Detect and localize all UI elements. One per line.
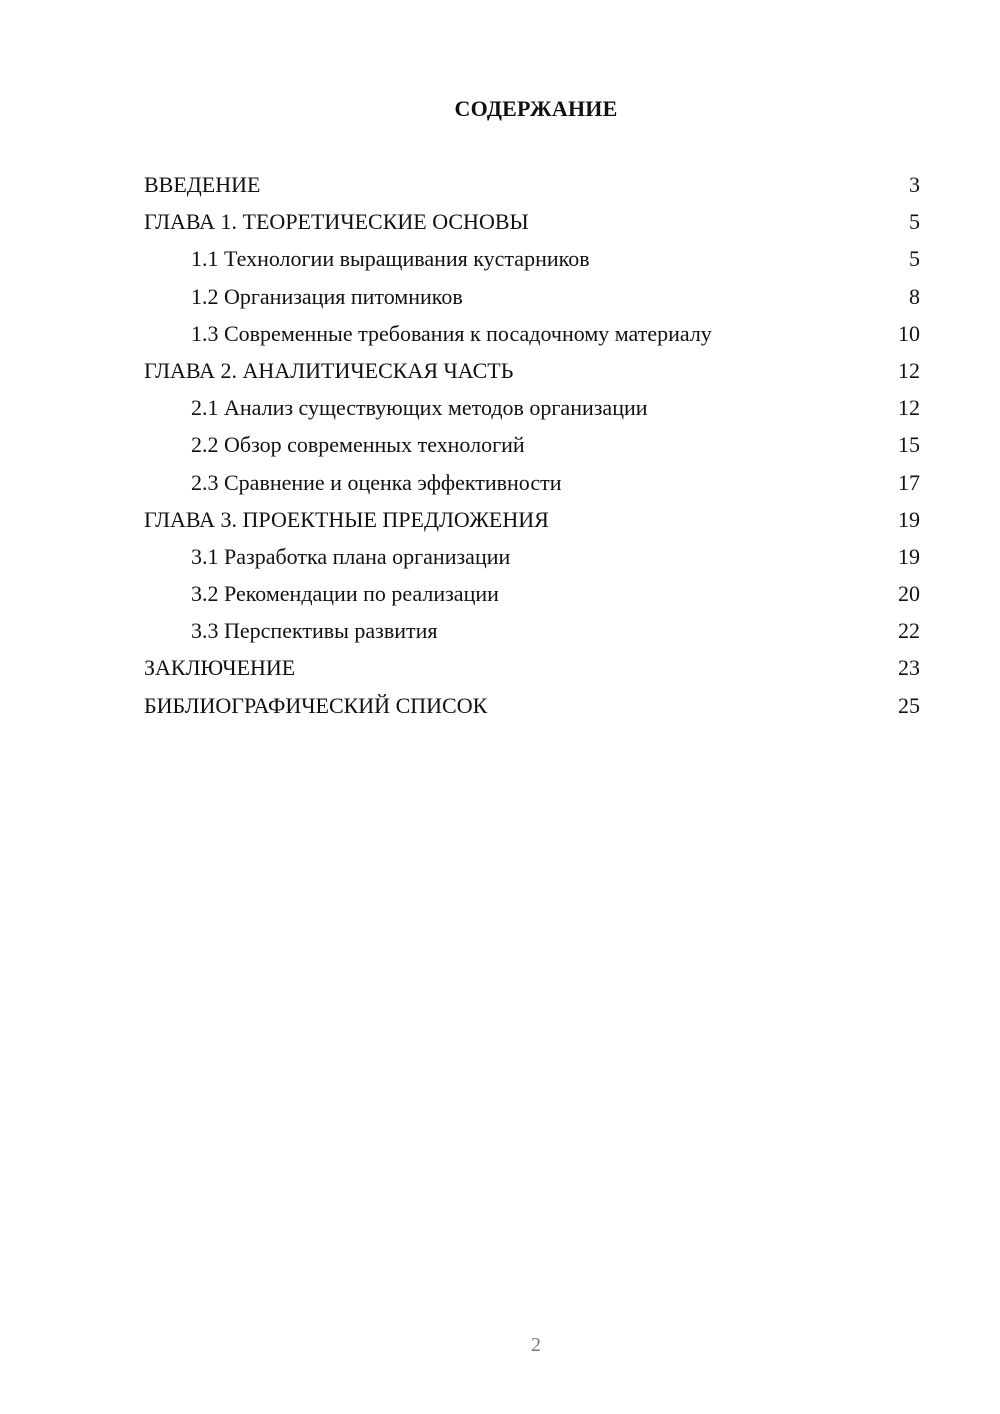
toc-entry-page: 12 [898,357,920,383]
toc-entry-label: ГЛАВА 2. АНАЛИТИЧЕСКАЯ ЧАСТЬ [144,357,514,383]
toc-entry-section-3-3[interactable] [144,612,920,649]
toc-entry-label: ЗАКЛЮЧЕНИЕ [144,655,296,681]
page-number: 2 [531,1334,541,1356]
toc-entry-introduction[interactable] [144,166,920,203]
toc-entry-label: 3.2 Рекомендации по реализации [191,581,499,607]
toc-entry-conclusion[interactable] [144,649,920,686]
toc-entry-chapter-2[interactable] [144,352,920,389]
toc-entry-section-3-1[interactable] [144,538,920,575]
toc-entry-label: 2.2 Обзор современных технологий [191,432,525,458]
toc-entry-label: ГЛАВА 1. ТЕОРЕТИЧЕСКИЕ ОСНОВЫ [144,209,529,235]
toc-entry-page: 22 [898,618,920,644]
toc-entry-label: 3.3 Перспективы развития [191,618,438,644]
toc-entry-label: 1.3 Современные требования к посадочному материалу [191,320,712,346]
toc-entry-bibliography[interactable] [144,687,920,724]
toc-entry-page: 8 [909,283,920,309]
toc-entry-page: 17 [898,469,920,495]
toc-entry-page: 19 [898,543,920,569]
page-title: СОДЕРЖАНИЕ [454,96,618,121]
toc-entry-page: 5 [909,209,920,235]
toc-entry-section-2-3[interactable] [144,464,920,501]
toc-entry-page: 15 [898,432,920,458]
toc-entry-section-1-2[interactable] [144,278,920,315]
toc-entry-page: 3 [909,172,920,197]
toc-entry-page: 12 [898,395,920,421]
toc-entry-section-2-1[interactable] [144,389,920,426]
toc-entry-section-3-2[interactable] [144,575,920,612]
toc-entry-page: 23 [898,655,920,681]
toc-entry-label: ВВЕДЕНИЕ [144,172,261,197]
toc-entry-label: БИБЛИОГРАФИЧЕСКИЙ СПИСОК [144,692,488,718]
toc-entry-section-2-2[interactable] [144,426,920,463]
toc-entry-chapter-1[interactable] [144,203,920,240]
toc-entry-label: 1.1 Технологии выращивания кустарников [191,246,590,272]
toc-entry-page: 10 [898,320,920,346]
toc-entry-page: 5 [909,246,920,272]
toc-entry-label: ГЛАВА 3. ПРОЕКТНЫЕ ПРЕДЛОЖЕНИЯ [144,506,549,532]
toc-entry-label: 2.3 Сравнение и оценка эффективности [191,469,562,495]
toc-entry-label: 1.2 Организация питомников [191,283,463,309]
toc-entry-section-1-1[interactable] [144,240,920,277]
toc-entry-section-1-3[interactable] [144,315,920,352]
toc-entry-label: 3.1 Разработка плана организации [191,543,511,569]
toc-entry-page: 25 [898,692,920,718]
toc-entry-label: 2.1 Анализ существующих методов организации [191,395,648,421]
toc-entry-page: 20 [898,581,920,607]
toc-entry-chapter-3[interactable] [144,501,920,538]
toc-entry-page: 19 [898,506,920,532]
table-of-contents [144,166,920,724]
